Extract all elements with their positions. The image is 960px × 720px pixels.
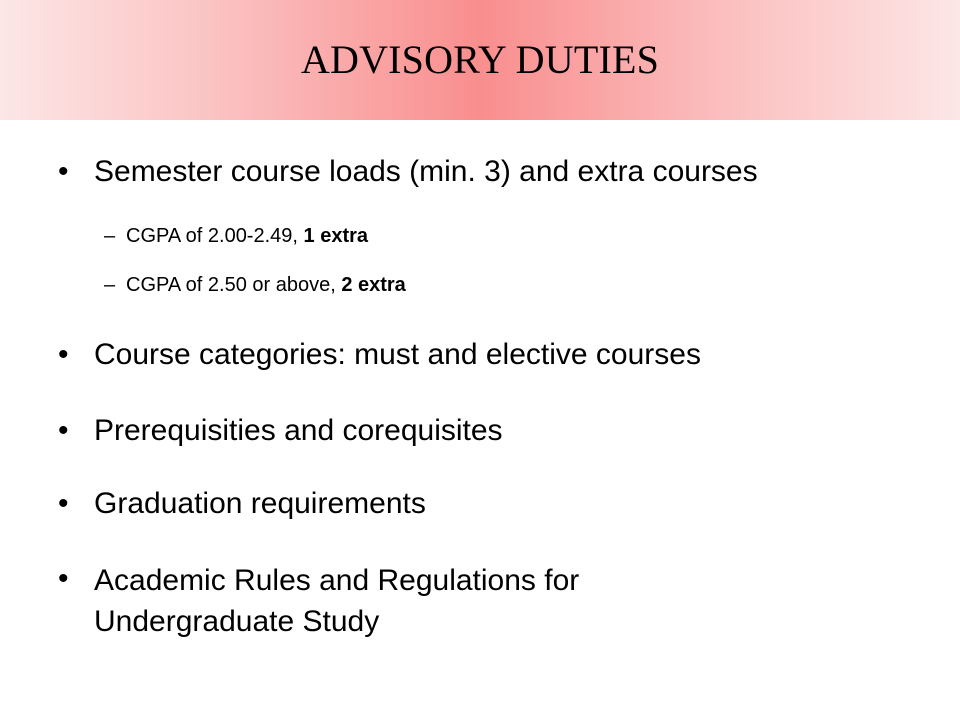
sub-bullet-bold: 2 extra [341,274,406,296]
bullet-text: Course categories: must and elective courses [94,338,701,371]
sub-bullet-text [126,272,406,298]
sub-bullet-bold: 1 extra [303,225,369,247]
bullet-dot-icon: • [58,338,69,371]
sub-bullet-text [126,223,368,249]
bullet-text-line-2: Undergraduate Study [94,605,380,638]
bullet-dot-icon: • [58,155,69,188]
bullet-text: Prerequisities and corequisites [94,414,503,447]
bullet-text: Graduation requirements [94,487,426,520]
bullet-dot-icon: • [58,562,69,595]
sub-bullet-prefix: CGPA of 2.50 or above, [126,274,342,296]
bullet-dot-icon: • [58,487,69,520]
bullet-text: Semester course loads (min. 3) and extra courses [94,155,758,188]
slide-title: ADVISORY DUTIES [300,37,660,82]
sub-bullet-prefix: CGPA of 2.00-2.49, [126,225,304,247]
sub-bullet-dash-icon: – [104,225,116,247]
bullet-text [94,560,579,642]
sub-bullet-dash-icon: – [104,274,116,296]
bullet-text-line-1: Academic Rules and Regulations for [94,564,580,597]
bullet-dot-icon: • [58,414,69,447]
